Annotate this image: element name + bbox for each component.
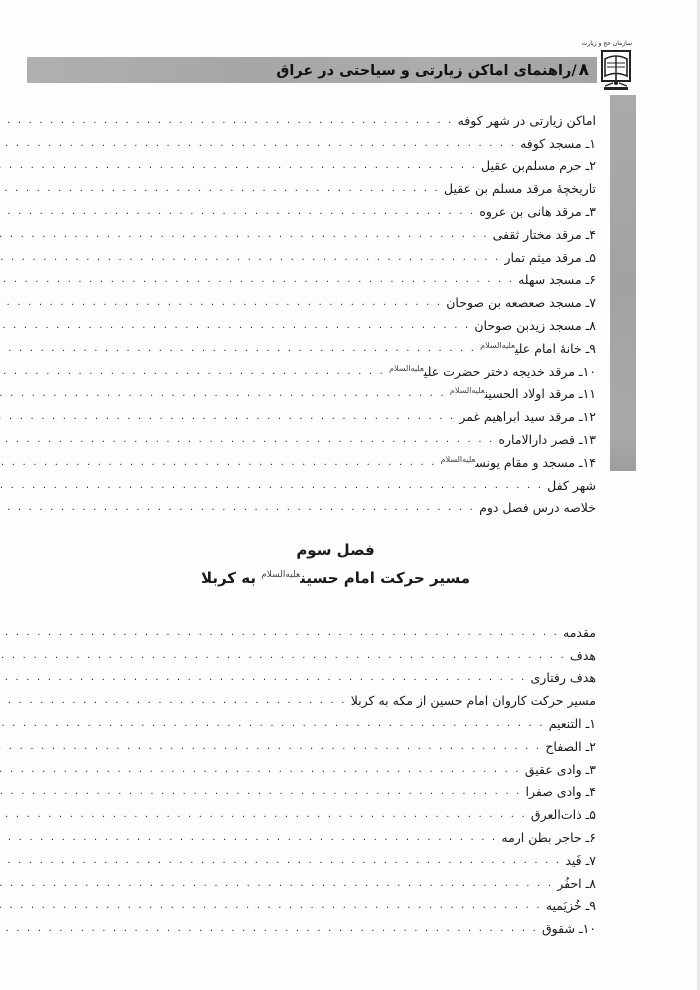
toc-entry-text: ۱ـ مسجد کوفه xyxy=(520,135,596,151)
toc-entry-title xyxy=(504,250,596,265)
toc-entry-text: ۶ـ مسجد سهله xyxy=(518,272,596,288)
header-book-title: راهنمای اماکن زیارتی و سیاحتی در عراق xyxy=(276,63,572,79)
dot-leader xyxy=(0,480,543,491)
toc-section-chapter-2 xyxy=(75,109,596,519)
dot-leader xyxy=(0,388,446,399)
toc-entry[interactable] xyxy=(75,803,596,826)
dot-leader xyxy=(0,434,494,445)
toc-entry-title xyxy=(479,204,596,219)
toc-entry-title xyxy=(474,318,596,333)
dot-leader xyxy=(0,900,542,911)
toc-entry-title xyxy=(563,625,596,640)
honorific-mark: علیه‌السلام xyxy=(261,570,301,580)
dot-leader xyxy=(0,764,521,775)
toc-entry[interactable] xyxy=(75,872,596,895)
toc-entry-text: ۳ـ وادی عقیق xyxy=(524,761,596,777)
dot-leader xyxy=(0,786,522,797)
toc-entry-title xyxy=(549,716,596,731)
chapter-number: فصل سوم xyxy=(296,541,375,559)
toc-entry[interactable] xyxy=(75,109,596,132)
toc-entry[interactable] xyxy=(75,428,596,451)
dot-leader xyxy=(0,229,489,240)
toc-entry-title xyxy=(531,807,596,822)
toc-entry[interactable] xyxy=(75,781,596,804)
toc-entry[interactable] xyxy=(75,917,596,940)
toc-entry-title xyxy=(450,386,596,401)
toc-entry-text: مقدمه xyxy=(563,624,596,640)
toc-entry-text: ۷ـ مسجد صعصعه بن صوحان xyxy=(446,295,596,311)
logo-caption: سازمان حج و زیارت xyxy=(581,40,632,47)
toc-entry-title xyxy=(493,227,596,242)
toc-entry[interactable] xyxy=(75,497,596,520)
dot-leader xyxy=(0,138,516,149)
toc-entry-title xyxy=(545,739,596,754)
toc-entry-title xyxy=(479,500,596,515)
toc-entry-text: ۸ـ مسجد زیدبن صوحان xyxy=(474,318,596,334)
toc-entry[interactable] xyxy=(75,132,596,155)
toc-entry-text: شهر کفل xyxy=(547,477,596,493)
running-header xyxy=(27,57,597,83)
toc-entry-title xyxy=(557,876,596,891)
toc-entry-text: ۱۴ـ مسجد و مقام یونس xyxy=(475,454,596,470)
toc-entry-title xyxy=(498,432,596,447)
toc-entry-title xyxy=(565,853,596,868)
toc-entry-text: ۱۱ـ مرقد اولاد الحسین xyxy=(484,386,596,402)
toc-entry[interactable] xyxy=(75,735,596,758)
toc-entry[interactable] xyxy=(75,200,596,223)
toc-entry-text: هدف رفتاری xyxy=(530,670,596,686)
toc-entry-text: ۲ـ حرم مسلم‌بن عقیل xyxy=(481,158,596,174)
dot-leader xyxy=(0,183,440,194)
chapter-heading xyxy=(75,538,596,591)
toc-entry-title xyxy=(480,341,596,356)
toc-entry-text: ۱۰ـ مرقد خدیجه دختر حضرت علی xyxy=(423,363,596,379)
toc-entry-text: ۵ـ ذات‌العرق xyxy=(530,807,596,823)
publisher-logo xyxy=(581,40,632,94)
toc-entry-text: ۹ـ خانهٔ امام علی xyxy=(514,340,596,356)
toc-entry[interactable] xyxy=(75,314,596,337)
toc-entry[interactable] xyxy=(75,246,596,269)
header-separator: / xyxy=(571,63,577,79)
dot-leader xyxy=(0,878,553,889)
chapter-title-main: مسیر حرکت امام حسین xyxy=(300,569,471,587)
toc-entry-text: ۵ـ مرقد میثم تمار xyxy=(504,249,596,265)
dot-leader xyxy=(0,343,476,354)
toc-section-chapter-3 xyxy=(75,621,596,940)
toc-entry-title xyxy=(525,762,596,777)
toc-entry-text: ۴ـ مرقد مختار ثقفی xyxy=(492,226,596,242)
dot-leader xyxy=(0,809,527,820)
toc-entry[interactable] xyxy=(75,291,596,314)
toc-entry[interactable] xyxy=(75,223,596,246)
dot-leader xyxy=(0,411,455,422)
dot-leader xyxy=(0,366,385,377)
toc-entry[interactable] xyxy=(75,758,596,781)
toc-entry-title xyxy=(546,898,596,913)
running-header-title xyxy=(276,57,589,83)
toc-entry[interactable] xyxy=(75,826,596,849)
dot-leader xyxy=(0,627,559,638)
toc-entry-title xyxy=(481,158,596,173)
toc-entry-title xyxy=(441,455,596,470)
toc-entry[interactable] xyxy=(75,269,596,292)
toc-entry-title xyxy=(570,648,596,663)
honorific-mark: علیه‌السلام xyxy=(440,454,476,464)
toc-entry[interactable] xyxy=(75,383,596,406)
toc-entry[interactable] xyxy=(75,474,596,497)
dot-leader xyxy=(0,855,561,866)
toc-entry-text: ۱۰ـ شقوق xyxy=(541,921,596,937)
dot-leader xyxy=(0,297,442,308)
dot-leader xyxy=(0,206,475,217)
toc-entry-text: ۸ـ احفُر xyxy=(557,875,596,891)
toc-entry-title xyxy=(459,409,596,424)
toc-entry[interactable] xyxy=(75,712,596,735)
toc-entry-title xyxy=(389,364,596,379)
toc-entry-text: مسیر حرکت کاروان امام حسین از مکه به کربلا xyxy=(350,693,596,709)
dot-leader xyxy=(0,650,566,661)
toc-entry-title xyxy=(446,295,596,310)
toc-entry-text: تاریخچهٔ مرقد مسلم بن عقیل xyxy=(444,181,596,197)
dot-leader xyxy=(0,741,541,752)
honorific-mark: علیه‌السلام xyxy=(389,363,424,373)
honorific-mark: علیه‌السلام xyxy=(449,386,485,396)
dot-leader xyxy=(0,502,475,513)
dot-leader xyxy=(0,923,538,934)
toc-entry-text: اماکن زیارتی در شهر کوفه xyxy=(457,112,596,128)
toc-entry-text: ۹ـ خُزیَمیه xyxy=(545,898,596,914)
honorific-mark: علیه‌السلام xyxy=(480,340,515,350)
toc-entry-text: ۷ـ فَید xyxy=(565,852,596,868)
toc-entry-title xyxy=(520,136,596,151)
toc-entry-title xyxy=(444,181,596,196)
toc-entry-text: ۱۳ـ قصر دارالاماره xyxy=(498,432,596,448)
toc-entry[interactable] xyxy=(75,689,596,712)
toc-entry[interactable] xyxy=(75,895,596,918)
toc-entry[interactable] xyxy=(75,337,596,360)
dot-leader xyxy=(0,115,454,126)
toc-entry-text: ۱۲ـ مرقد سید ابراهیم غمر xyxy=(459,409,596,425)
dot-leader xyxy=(0,695,347,706)
toc-entry-title xyxy=(351,693,596,708)
toc-entry-text: ۳ـ مرقد هانی بن عروه xyxy=(479,204,596,220)
toc-entry-text: خلاصه درس فصل دوم xyxy=(479,500,596,516)
book-emblem-icon xyxy=(601,50,631,92)
side-thumb-tab xyxy=(610,95,636,471)
toc-entry-title xyxy=(518,272,596,287)
toc-entry-title xyxy=(526,784,597,799)
toc-entry-title xyxy=(501,830,596,845)
toc-entry[interactable] xyxy=(75,155,596,178)
toc-entry[interactable] xyxy=(75,667,596,690)
toc-entry-text: ۱ـ التنعیم xyxy=(548,716,596,732)
chapter-title xyxy=(75,562,596,591)
toc-entry[interactable] xyxy=(75,451,596,474)
toc-entry[interactable] xyxy=(75,621,596,644)
dot-leader xyxy=(0,160,477,171)
toc-entry-text: ۲ـ الصفاح xyxy=(545,738,596,754)
toc-entry-title xyxy=(531,670,597,685)
toc-entry[interactable] xyxy=(75,644,596,667)
toc-entry-title xyxy=(458,113,596,128)
toc-entry-text: هدف xyxy=(569,647,596,663)
toc-entry[interactable] xyxy=(75,405,596,428)
dot-leader xyxy=(0,457,437,468)
dot-leader xyxy=(0,320,470,331)
toc-entry-text: ۴ـ وادی صفرا xyxy=(525,784,596,800)
dot-leader xyxy=(0,832,497,843)
dot-leader xyxy=(0,672,527,683)
dot-leader xyxy=(0,252,500,263)
header-page-number: ۸ xyxy=(578,60,589,80)
toc-entry-title xyxy=(547,478,596,493)
dot-leader xyxy=(0,718,545,729)
chapter-title-end: به کربلا xyxy=(200,569,262,587)
toc-entry[interactable] xyxy=(75,849,596,872)
toc-entry[interactable] xyxy=(75,177,596,200)
toc-entry[interactable] xyxy=(75,360,596,383)
toc-entry-text: ۶ـ حاجر بطن ارمه xyxy=(501,830,596,846)
dot-leader xyxy=(0,274,514,285)
toc-entry-title xyxy=(542,921,596,936)
